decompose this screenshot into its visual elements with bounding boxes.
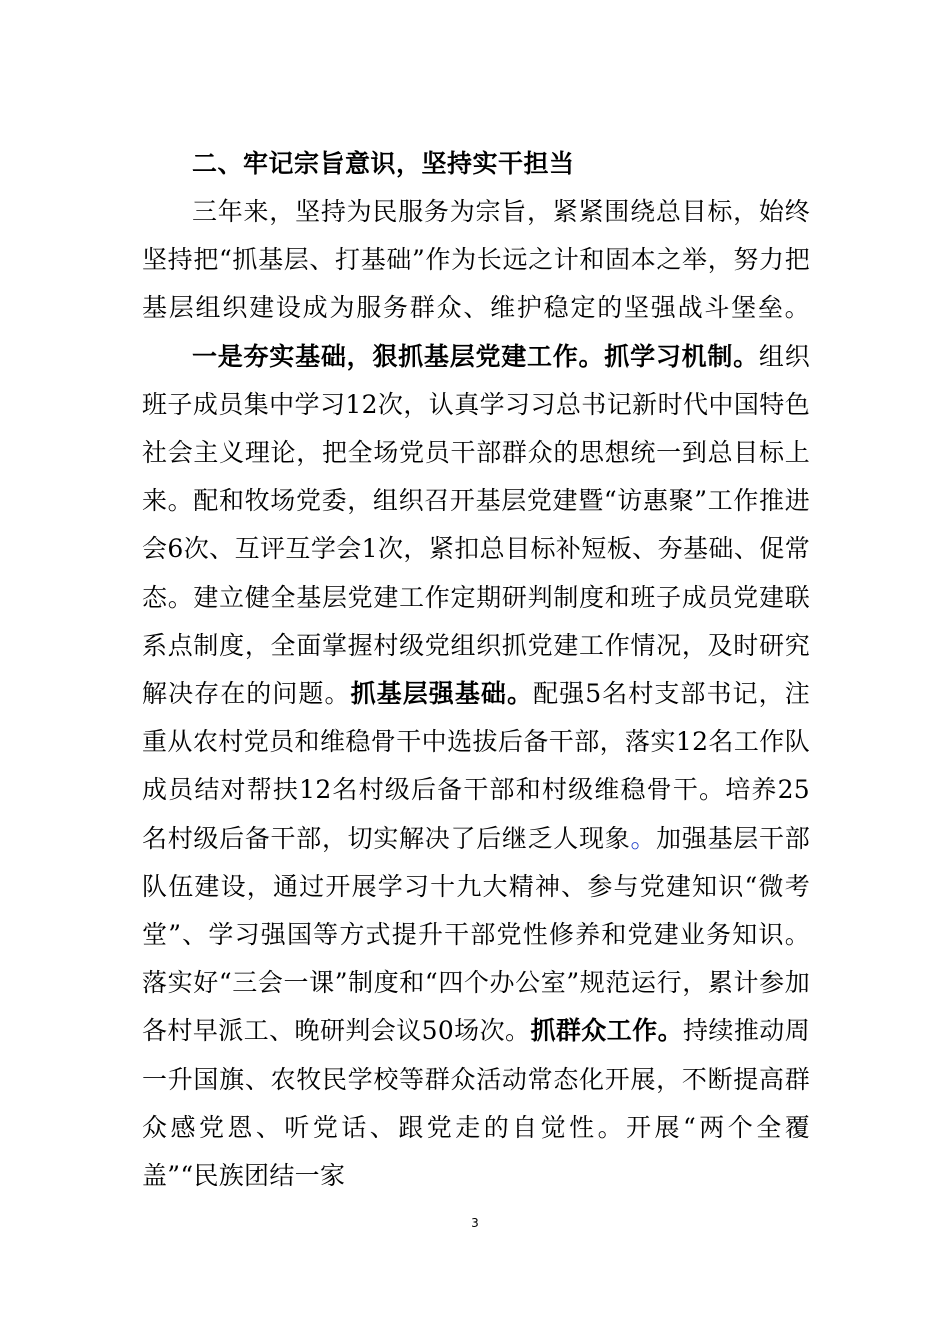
section-heading: 二、牢记宗旨意识，坚持实干担当 — [192, 149, 575, 178]
paragraph-text-masses: 持续推动周一升国旗、农牧民学校等群众活动常态化开展，不断提高群众感党恩、听党话、跟党走的自觉性。开展“两个全覆盖”“民族团结一家 — [142, 1016, 810, 1191]
paragraph-lead-heading: 一是夯实基础，狠抓基层党建工作。抓学习机制。 — [192, 341, 759, 371]
paragraph-text-cadre: 加强基层干部队伍建设，通过开展学习十九大精神、参与党建知识“微考堂”、学习强国等方式提升干部党性修养和党建业务知识。落实好“三会一课”制度和“四个办公室”规范运行，累计参加各村早派工、晚研判会议50场次。 — [142, 823, 810, 1046]
paragraph-text-study: 组织班子成员集中学习12次，认真学习习总书记新时代中国特色社会主义理论，把全场党员干部群众的思想统一到总目标上来。配和牧场党委，组织召开基层党建暨“访惠聚”工作推进会6次、互评互学会1次，紧扣总目标补短板、夯基础、促常态。建立健全基层党建工作定期研判制度和班子成员党建联系点制度，全面掌握村级党组织抓党建工作情况，及时研究解决存在的问题。 — [142, 341, 810, 709]
paragraph-text-base: 配强5名村支部书记，注重从农村党员和维稳骨干中选拔后备干部，落实12名工作队成员结对帮扶12名村级后备干部和村级维稳骨干。培养25名村级后备干部，切实解决了后继乏人现象 — [142, 679, 810, 853]
page-number: 3 — [471, 1216, 479, 1230]
paragraph-intro: 三年来，坚持为民服务为宗旨，紧紧围绕总目标，始终坚持把“抓基层、打基础”作为长远之计和固本之举，努力把基层组织建设成为服务群众、维护稳定的坚强战斗堡垒。 — [142, 197, 810, 323]
paragraph-subheading-masses: 抓群众工作。 — [530, 1016, 683, 1046]
paragraph-grassroots — [142, 333, 810, 1201]
paragraph-subheading-base: 抓基层强基础。 — [350, 679, 534, 709]
document-body — [142, 140, 810, 1200]
paragraph-blue-period: 。 — [630, 823, 657, 853]
